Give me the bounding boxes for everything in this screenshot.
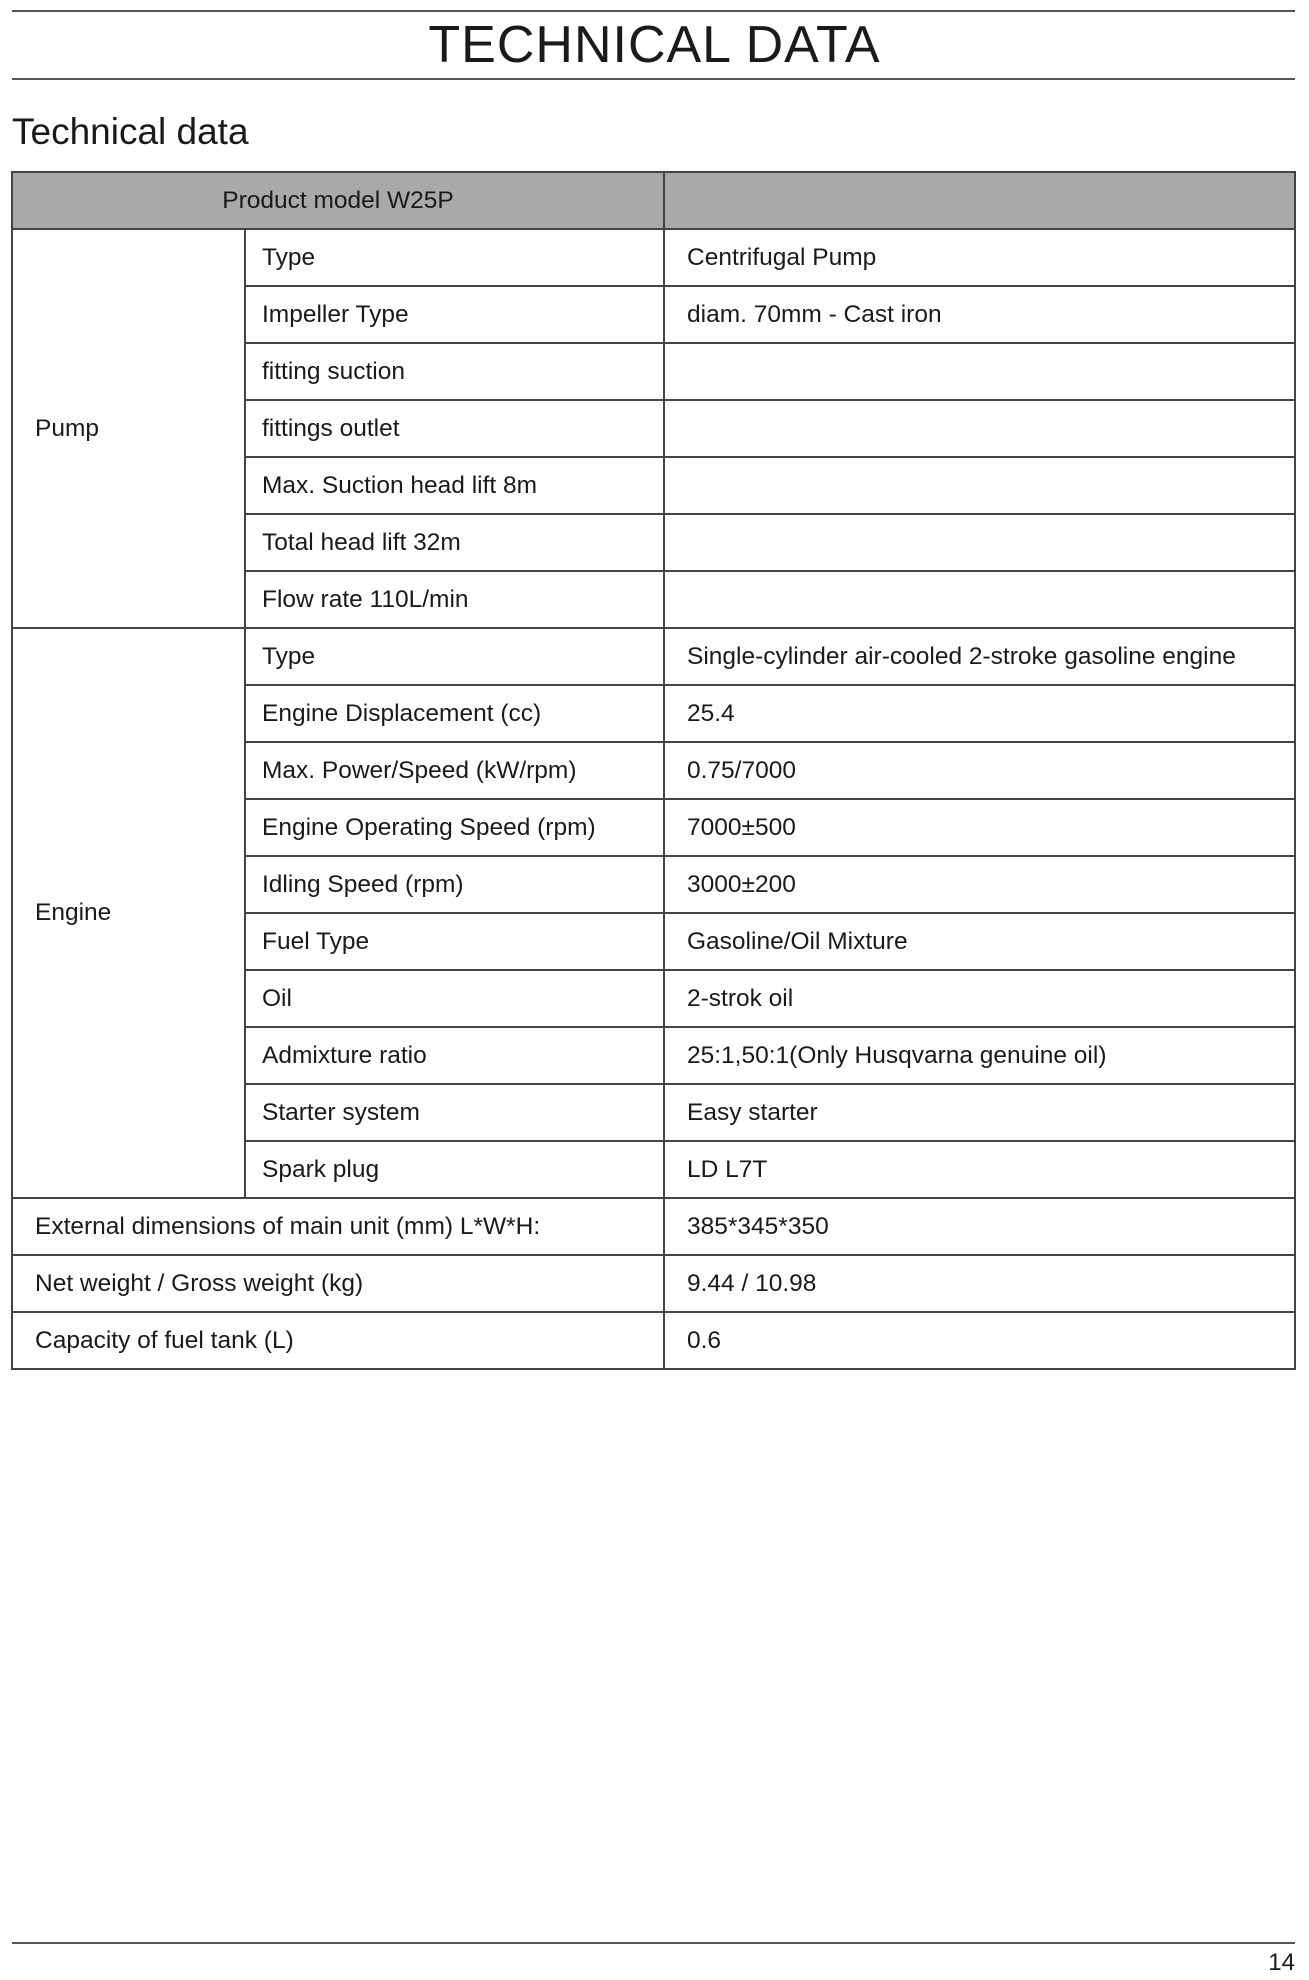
spec-label: Flow rate 110L/min	[245, 571, 664, 628]
spec-value	[664, 343, 1295, 400]
table-header-row	[12, 172, 1295, 229]
spec-label: Oil	[245, 970, 664, 1027]
spec-value: 7000±500	[664, 799, 1295, 856]
spec-value	[664, 457, 1295, 514]
technical-data-table	[11, 171, 1296, 1370]
spec-value	[664, 400, 1295, 457]
spec-value: 9.44 / 10.98	[664, 1255, 1295, 1312]
pump-group-label: Pump	[12, 229, 245, 628]
spec-label: Impeller Type	[245, 286, 664, 343]
spec-label: Max. Power/Speed (kW/rpm)	[245, 742, 664, 799]
bottom-rule	[12, 1942, 1295, 1944]
spec-value	[664, 571, 1295, 628]
spec-label: Spark plug	[245, 1141, 664, 1198]
spec-value: Single-cylinder air-cooled 2-stroke gasoline engine	[664, 628, 1295, 685]
spec-value: 2-strok oil	[664, 970, 1295, 1027]
spec-value: 3000±200	[664, 856, 1295, 913]
spec-value: Centrifugal Pump	[664, 229, 1295, 286]
spec-label: Type	[245, 229, 664, 286]
section-heading: Technical data	[12, 111, 249, 152]
spec-value: LD L7T	[664, 1141, 1295, 1198]
spec-value: Gasoline/Oil Mixture	[664, 913, 1295, 970]
spec-label: Admixture ratio	[245, 1027, 664, 1084]
spec-value: 0.6	[664, 1312, 1295, 1369]
spec-label: fittings outlet	[245, 400, 664, 457]
spec-label: Engine Operating Speed (rpm)	[245, 799, 664, 856]
header-value-cell	[664, 172, 1295, 229]
spec-value: 385*345*350	[664, 1198, 1295, 1255]
spec-label: External dimensions of main unit (mm) L*W*H:	[12, 1198, 664, 1255]
title-rule	[12, 78, 1295, 80]
top-rule	[12, 10, 1295, 12]
spec-value: 25.4	[664, 685, 1295, 742]
spec-value	[664, 514, 1295, 571]
spec-label: fitting suction	[245, 343, 664, 400]
engine-group-label: Engine	[12, 628, 245, 1198]
spec-label: Max. Suction head lift 8m	[245, 457, 664, 514]
table-row	[12, 1255, 1295, 1312]
page-number: 14	[1268, 1949, 1295, 1976]
table-row	[12, 628, 1295, 685]
spec-label: Starter system	[245, 1084, 664, 1141]
spec-label: Type	[245, 628, 664, 685]
spec-label: Engine Displacement (cc)	[245, 685, 664, 742]
spec-value: 25:1,50:1(Only Husqvarna genuine oil)	[664, 1027, 1295, 1084]
table-row	[12, 229, 1295, 286]
spec-label: Capacity of fuel tank (L)	[12, 1312, 664, 1369]
spec-label: Net weight / Gross weight (kg)	[12, 1255, 664, 1312]
page-title: TECHNICAL DATA	[428, 16, 881, 74]
spec-label: Idling Speed (rpm)	[245, 856, 664, 913]
spec-value: 0.75/7000	[664, 742, 1295, 799]
spec-value: diam. 70mm - Cast iron	[664, 286, 1295, 343]
table-row	[12, 1312, 1295, 1369]
spec-label: Total head lift 32m	[245, 514, 664, 571]
spec-label: Fuel Type	[245, 913, 664, 970]
table-row	[12, 1198, 1295, 1255]
product-model-cell: Product model W25P	[12, 172, 664, 229]
spec-value: Easy starter	[664, 1084, 1295, 1141]
